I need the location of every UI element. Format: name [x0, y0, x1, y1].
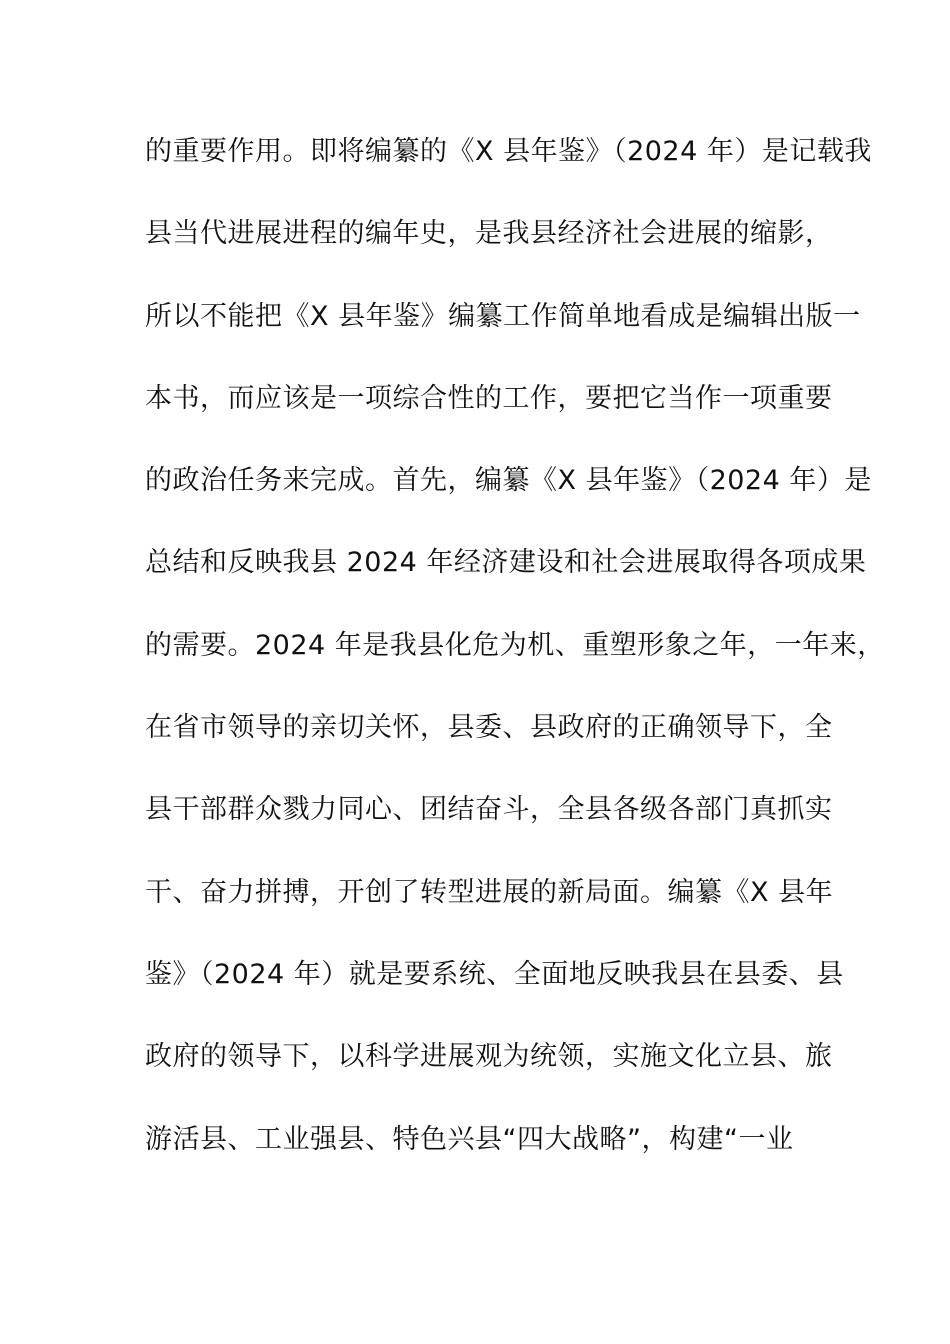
text-line-6: 总结和反映我县 2024 年经济建设和社会进展取得各项成果 — [145, 547, 867, 579]
text-line-4: 本书，而应该是一项综合性的工作，要把它当作一项重要 — [145, 382, 833, 414]
text-line-13: 游活县、工业强县、特色兴县“四大战略”，构建“一业 — [145, 1123, 794, 1155]
text-line-3: 所以不能把《X 县年鉴》编纂工作简单地看成是编辑出版一 — [145, 300, 861, 332]
text-line-8: 在省市领导的亲切关怀，县委、县政府的正确领导下，全 — [145, 712, 833, 744]
text-line-5: 的政治任务来完成。首先，编纂《X 县年鉴》（2024 年）是 — [145, 465, 872, 497]
text-line-9: 县干部群众戮力同心、团结奋斗，全县各级各部门真抓实 — [145, 794, 833, 826]
text-line-12: 政府的领导下，以科学进展观为统领，实施文化立县、旅 — [145, 1041, 833, 1073]
text-line-7: 的需要。2024 年是我县化危为机、重塑形象之年，一年来， — [145, 629, 885, 661]
text-line-11: 鉴》（2024 年）就是要系统、全面地反映我县在县委、县 — [145, 958, 844, 990]
text-line-10: 干、奋力拼搏，开创了转型进展的新局面。编纂《X 县年 — [145, 876, 834, 908]
text-line-2: 县当代进展进程的编年史，是我县经济社会进展的缩影， — [145, 218, 833, 250]
body-paragraph — [145, 127, 885, 1197]
text-line-1: 的重要作用。即将编纂的《X 县年鉴》（2024 年）是记载我 — [145, 136, 872, 167]
